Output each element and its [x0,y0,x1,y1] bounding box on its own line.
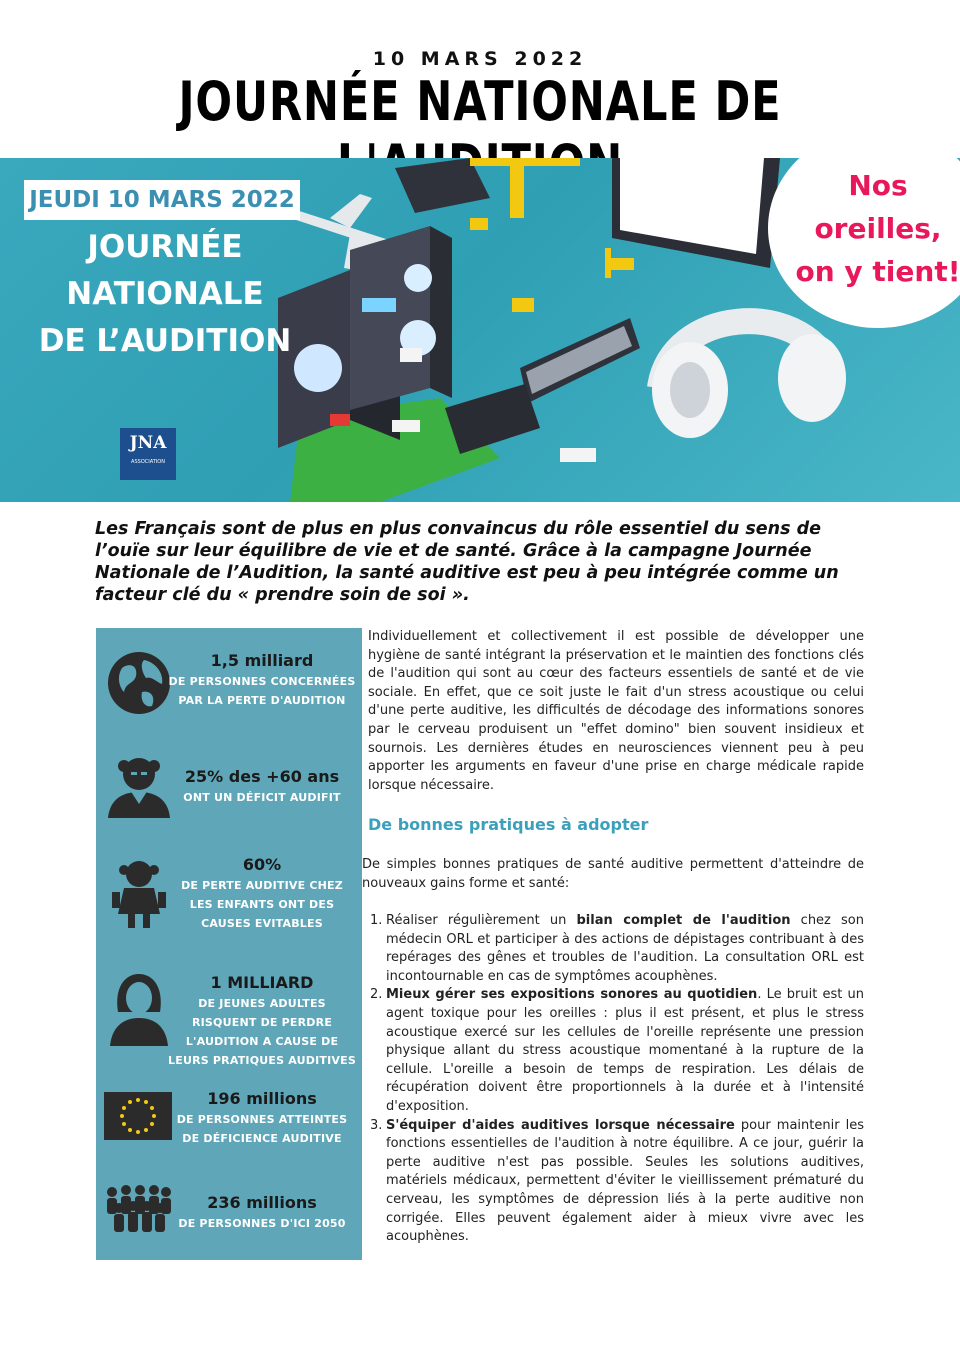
stat-desc: ONT UN DÉFICIT AUDIFIT [183,791,341,804]
jna-logo-sub: ASSOCIATION [131,459,165,465]
list-text: Réaliser régulièrement un [386,913,577,928]
list-text: pour maintenir les fonctions essentielles de l'audition à notre équilibre. A ce jour, guérir la perte auditive n'est pas possible. Seules les solutions auditives, matériels médicaux, permettent d'éviter le vieillissement prématuré du cerveau, les symptômes de dépression liés à la perte auditive non corrigée. Elles peuvent également aider à mieux vivre avec les acouphènes. [386,1117,864,1245]
list-bold: Mieux gérer ses expositions sonores au quotidien [386,987,758,1003]
globe-icon [104,648,174,718]
list-bold: bilan complet de l'audition [576,913,791,928]
stat-text [168,1088,356,1148]
list-number: 2. [370,987,383,1003]
list-text: . Le bruit est un agent toxique pour les oreilles : plus il est présent, et plus le stress acoustique exercé sur les cellules de l'oreille représente une pression physique allant du stress acoustique momentané à la rupture de la cellule. L'oreille a besoin de temps de respiration. Les délais de récupération doivent être proportionnels à la durée et à l'intensité d'exposition. [386,987,864,1114]
stat-text [168,854,356,933]
hero-banner [0,158,960,502]
banner-title-line: NATIONALE [66,276,264,312]
child-icon [104,858,174,930]
banner-title [20,224,310,365]
list-item [370,912,864,986]
stat-head: 236 millions [207,1193,317,1212]
stat-text [168,766,356,807]
stat-head: 1,5 milliard [210,651,314,670]
slogan-line: Nos oreilles, [814,169,942,245]
slogan-text [782,164,960,293]
elderly-man-icon [104,752,174,818]
section-heading: De bonnes pratiques à adopter [368,815,649,834]
stat-text [168,1192,356,1233]
list-item [370,986,864,1116]
stat-head: 60% [242,855,282,874]
jna-logo [120,428,176,480]
stat-head: 25% des +60 ans [184,767,340,786]
body-paragraph: Individuellement et collectivement il est possible de développer une hygiène de santé intégrant la préservation et le maintien des fonctions clés de l'audition qui sont au cœur des facteurs essentiels de santé et de vie sociale. En effet, que ce soit juste le fait d'un stress acoustique ou celui d'une perte auditive, les difficultés de décodage des informations sonores par le cerveau produisent un "effet domino" bien souvent insidieux et sournois. Les dernières études en neurosciences viennent peu à peu apporter les arguments en faveur d'une prise en charge médicale rapide lorsque nécessaire. [368,629,864,793]
stats-sidebar [96,628,362,1260]
banner-date-label: JEUDI 10 MARS 2022 [24,180,300,220]
stat-desc: DE JEUNES ADULTES RISQUENT DE PERDRE L'AUDITION A CAUSE DE LEURS PRATIQUES AUDITIVES [168,997,356,1067]
list-text: chez son médecin ORL et participer à des actions de dépistages contribuant à des repérages des gênes et troubles de l'audition. La consultation ORL est incontournable en cas de symptômes acouphènes. [386,913,864,984]
young-adult-icon [104,972,174,1046]
event-date: 10 MARS 2022 [372,48,588,70]
jna-logo-text: JNA [129,433,167,453]
crowd-icon [104,1184,174,1234]
list-bold: S'équiper d'aides auditives lorsque nécessaire [386,1117,735,1133]
stat-text [168,972,356,1070]
stat-desc: DE PERTE AUDITIVE CHEZ LES ENFANTS ONT DES CAUSES EVITABLES [181,879,343,930]
list-number: 1. [370,913,383,928]
page-title: JOURNÉE NATIONALE DE [178,70,782,133]
stat-text [168,650,356,710]
banner-title-line: DE L’AUDITION [38,323,292,359]
stat-head: 1 MILLIARD [210,973,314,992]
stat-desc: DE PERSONNES ATTEINTES DE DÉFICIENCE AUDITIVE [176,1113,348,1145]
body-paragraph: De simples bonnes pratiques de santé auditive permettent d'atteindre de nouveaux gains forme et santé: [362,857,864,891]
good-practices-list [370,912,864,1247]
list-item [370,1117,864,1247]
eu-flag-icon [104,1092,172,1140]
intro-paragraph: Les Français sont de plus en plus convaincus du rôle essentiel du sens de l’ouïe sur leur équilibre de vie et de santé. Grâce à la campagne Journée Nationale de l’Audition, la santé auditive est peu à peu intégrée comme un facteur clé du « prendre soin de soi ». [95,519,839,605]
slogan-line: on y tient! [795,255,960,288]
banner-title-line: JOURNÉE [87,229,243,265]
list-number: 3. [370,1117,383,1133]
stat-head: 196 millions [207,1089,317,1108]
stat-desc: DE PERSONNES CONCERNÉES PAR LA PERTE D'AUDITION [168,675,356,707]
stat-desc: DE PERSONNES D'ICI 2050 [178,1217,346,1230]
